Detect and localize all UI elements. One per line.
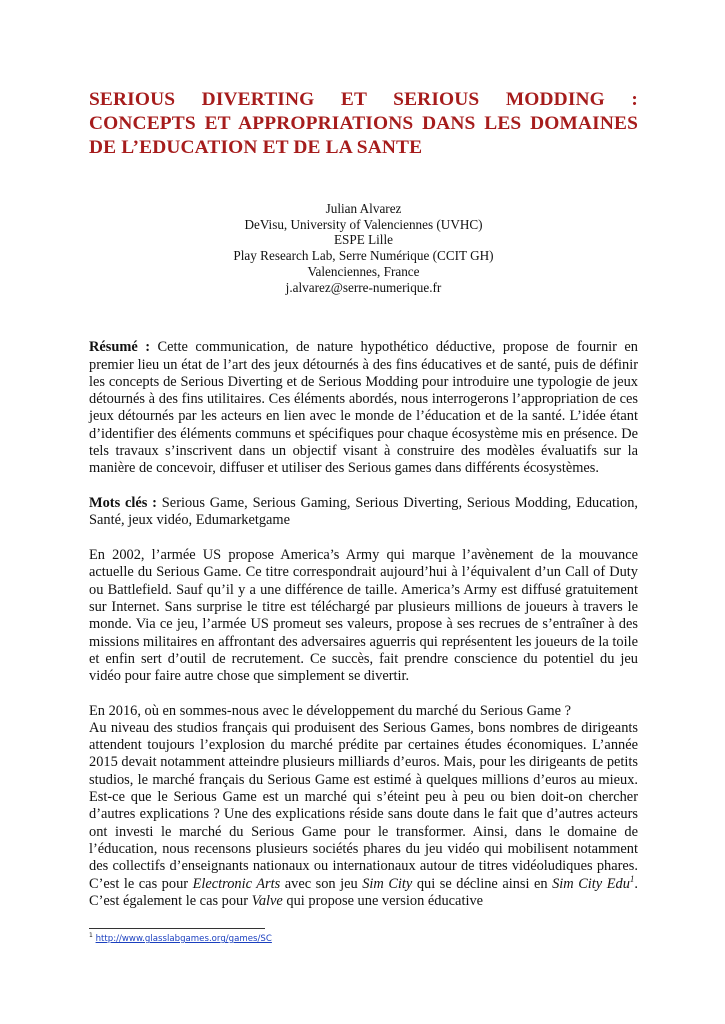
body-paragraph-1: En 2002, l’armée US propose America’s Army qui marque l’avènement de la mouvance actuelle du Serious Game. Ce titre correspondrait aujourd’hui à l’équivalent d’un Call of Duty ou Battlefield. Sauf qu’il y a une différence de taille. America’s Army est diffusé gratuitement sur Internet. Sans surprise le titre est téléchargé par plusieurs millions de joueurs à travers le monde. Via ce jeu, l’armée US promeut ses valeurs, propose à ses recrues de s’entraîner à des missions militaires en affrontant des adversaires aguerris qui représentent les joueurs de la toile et enfin sert d’outil de recrutement. Ce succès, fait prendre conscience du potentiel du jeu vidéo pour faire autre chose que simplement se divertir.: [89, 547, 638, 685]
valve: Valve: [251, 892, 283, 909]
footnote-divider: [89, 928, 265, 929]
affiliation-3: Play Research Lab, Serre Numérique (CCIT GH): [233, 248, 494, 264]
footnote-number: 1: [89, 932, 93, 940]
affiliation-4: Valenciennes, France: [307, 263, 420, 279]
author-block: [89, 201, 638, 295]
author-email[interactable]: j.alvarez@serre-numerique.fr: [285, 279, 442, 295]
keywords-label: Mots clés :: [89, 494, 157, 511]
keywords-text: Serious Game, Serious Gaming, Serious Diverting, Serious Modding, Education, Santé, jeux vidéo, Edumarketgame: [89, 494, 639, 528]
footnote: [89, 934, 272, 945]
paper-page: [89, 88, 638, 910]
paragraph-2-question: En 2016, où en sommes-nous avec le développement du marché du Serious Game ?: [89, 702, 571, 719]
paragraph-2-text-b: avec son jeu: [280, 875, 363, 892]
abstract: [89, 339, 638, 477]
affiliation-2: ESPE Lille: [334, 232, 393, 248]
paper-title: SERIOUS DIVERTING ET SERIOUS MODDING : CONCEPTS ET APPROPRIATIONS DANS LES DOMAINES DE L’EDUCATION ET DE LA SANTE: [89, 89, 638, 158]
electronic-arts: Electronic Arts: [192, 875, 281, 892]
footnote-ref[interactable]: 1: [629, 873, 635, 884]
author-name: Julian Alvarez: [325, 201, 402, 216]
paragraph-2-text-d: . C’est également le cas pour: [89, 875, 638, 909]
abstract-text: Cette communication, de nature hypothético déductive, propose de fournir en premier lieu un état de l’art des jeux détournés à des fins éducatives et de santé, puis de définir les concepts de Serious Diverting et de Serious Modding pour introduire une typologie de jeux détournés à des fins utilitaires. Ces éléments abordés, nous interrogerons l’appropriation de ces jeux détournés par les acteurs en lien avec le monde de l’éducation et de la santé. L’idée étant d’identifier des éléments communs et spécifiques pour chaque écosystème mis en présence. De tels travaux s’inscrivent dans un objectif visant à construire des modèles évaluatifs sur la manière de concevoir, diffuser et utiliser des Serious games dans différents écosystèmes.: [89, 339, 638, 477]
abstract-label: Résumé :: [89, 339, 151, 356]
keywords: [89, 495, 638, 530]
affiliation-1: DeVisu, University of Valenciennes (UVHC): [244, 216, 483, 232]
footnote-link[interactable]: http://www.glasslabgames.org/games/SC: [95, 934, 272, 944]
paragraph-2-text-c: qui se décline ainsi en: [412, 875, 553, 892]
paragraph-2-text-a: Au niveau des studios français qui produisent des Serious Games, bons nombres de dirigeants attendent toujours l’explosion du marché prédite par certaines études économiques. L’année 2015 devait notamment atteindre plusieurs milliards d’euros. Mais, pour les dirigeants de petits studios, le marché français du Serious Game est estimé à quelques millions d’euros au mieux. Est-ce que le Serious Game est un marché qui s’éteint peu à peu ou bien doit-on chercher d’autres explications ? Une des explications réside sans doute dans le fait que d’autres acteurs ont investi le marché du Serious Game pour le transformer. Ainsi, dans le domaine de l’éducation, nous recensons plusieurs sociétés phares du jeu vidéo qui mobilisent notamment des collectifs d’enseignants nationaux ou internationaux autour de titres vidéoludiques phares. C’est le cas pour: [89, 719, 638, 892]
sim-city: Sim City: [362, 875, 413, 892]
paragraph-2-text-e: qui propose une version éducative: [282, 892, 484, 909]
body-paragraph-2: [89, 703, 638, 911]
sim-city-edu: Sim City Edu: [552, 875, 630, 892]
